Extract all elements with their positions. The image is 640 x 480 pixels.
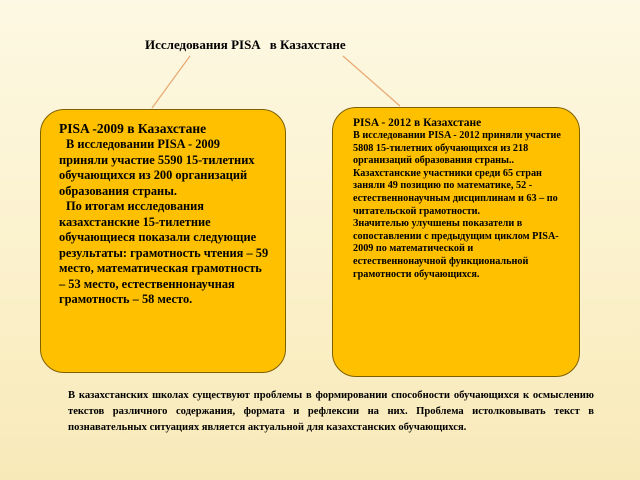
pisa-2012-paragraph-improvement: Значителью улучшены показатели в сопоставлении с предыдущим циклом PISA-2009 по математической и естественнонаучной функциональной грамотности обучающихся. [353, 218, 559, 280]
pisa-2009-heading: PISA -2009 в Казахстане [59, 121, 207, 136]
pisa-2009-paragraph-participation: В исследовании PISA - 2009 приняли участие 5590 15-тилетних обучающихся из 200 организаций образования страны. [59, 137, 255, 198]
pisa-2009-box [40, 109, 286, 373]
pisa-2009-paragraph-results: По итогам исследования казахстанские 15-тилетние обучающиеся показали следующие результаты: грамотность чтения – 59 место, математическая грамотность – 53 место, естественнонаучная грамотность – 58 место. [59, 199, 269, 306]
pisa-2012-box [332, 107, 580, 377]
connector-right-line [343, 56, 400, 106]
pisa-2012-heading: PISA - 2012 в Казахстане [353, 117, 482, 129]
pisa-2012-paragraph-participation: В исследовании PISA - 2012 приняли участие 5808 15-тилетних обучающихся из 218 организаций образования страны.. [353, 130, 561, 167]
conclusion-text: В казахстанских школах существуют проблемы в формировании способности обучающихся к осмыслению текстов различного содержания, формата и рефлексии на них. Проблема истолковывать текст в познавательных ситуациях является актуальной для казахстанских обучающихся. [68, 390, 594, 433]
connector-left-line [152, 56, 190, 108]
slide-title: Исследования PISA в Казахстане [145, 37, 346, 52]
pisa-2012-paragraph-ranking: Казахстанские участники среди 65 стран заняли 49 позицию по математике, 52 - естественнонаучным дисциплинам и 63 – по читательской грамотности. [353, 167, 558, 217]
